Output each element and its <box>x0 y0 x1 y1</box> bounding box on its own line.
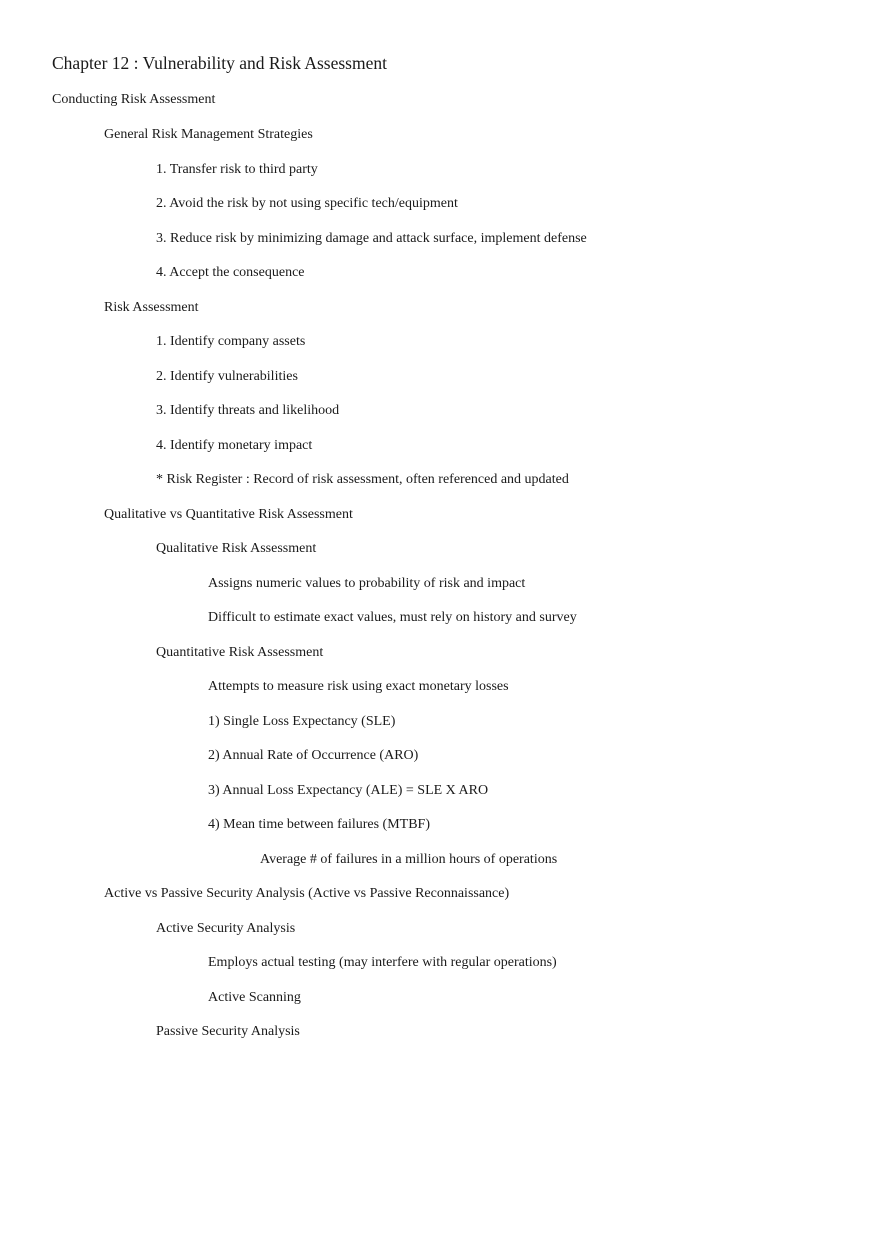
section-heading: Conducting Risk Assessment <box>52 92 216 107</box>
list-item: 1) Single Loss Expectancy (SLE) <box>208 714 396 729</box>
list-item: Active Scanning <box>208 990 301 1005</box>
subsection-heading: Qualitative vs Quantitative Risk Assessment <box>104 507 353 522</box>
topic-heading: Active Security Analysis <box>156 921 296 936</box>
topic-heading: Qualitative Risk Assessment <box>156 541 317 556</box>
list-item: 2. Identify vulnerabilities <box>156 369 298 384</box>
list-item: 4. Accept the consequence <box>156 265 305 280</box>
list-item: Attempts to measure risk using exact monetary losses <box>208 679 509 694</box>
list-item: 1. Transfer risk to third party <box>156 162 318 177</box>
list-item: 2. Avoid the risk by not using specific tech/equipment <box>156 196 458 211</box>
topic-heading: Passive Security Analysis <box>156 1024 300 1039</box>
subsection-heading: General Risk Management Strategies <box>104 127 313 142</box>
note-item: * Risk Register : Record of risk assessment, often referenced and updated <box>156 472 569 487</box>
list-item: Assigns numeric values to probability of risk and impact <box>208 576 526 591</box>
page-title: Chapter 12 : Vulnerability and Risk Assessment <box>52 53 387 73</box>
list-item: Employs actual testing (may interfere with regular operations) <box>208 955 557 970</box>
list-item: 1. Identify company assets <box>156 334 306 349</box>
subsection-heading: Active vs Passive Security Analysis (Active vs Passive Reconnaissance) <box>104 886 510 901</box>
list-item: 4) Mean time between failures (MTBF) <box>208 817 430 832</box>
list-item: Average # of failures in a million hours of operations <box>260 852 558 867</box>
list-item: Difficult to estimate exact values, must rely on history and survey <box>208 610 577 625</box>
list-item: 3) Annual Loss Expectancy (ALE) = SLE X ARO <box>208 783 489 798</box>
list-item: 3. Identify threats and likelihood <box>156 403 340 418</box>
list-item: 3. Reduce risk by minimizing damage and attack surface, implement defense <box>156 231 587 246</box>
subsection-heading: Risk Assessment <box>104 300 199 315</box>
list-item: 4. Identify monetary impact <box>156 438 313 453</box>
topic-heading: Quantitative Risk Assessment <box>156 645 324 660</box>
list-item: 2) Annual Rate of Occurrence (ARO) <box>208 748 419 763</box>
